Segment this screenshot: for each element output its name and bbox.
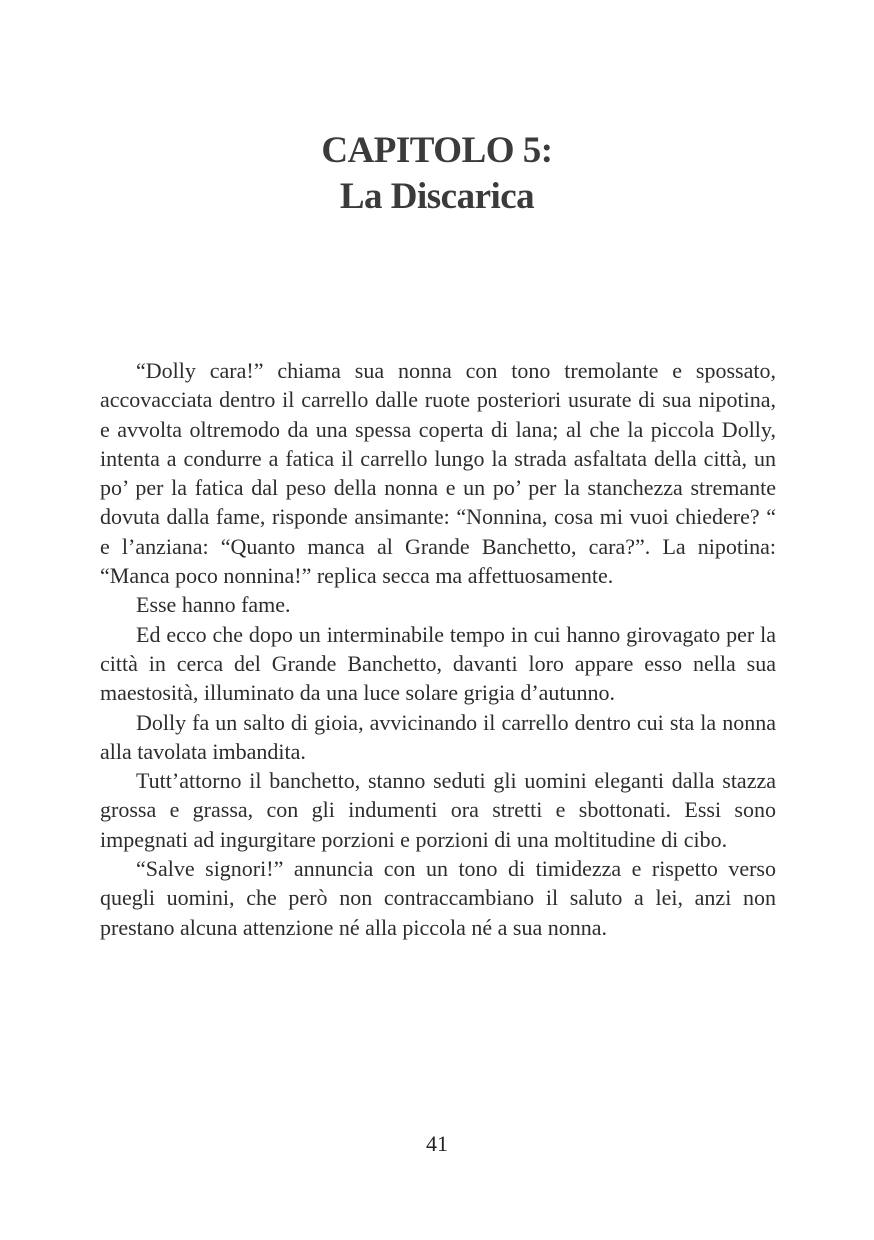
paragraph-2: Esse hanno fame. — [136, 592, 291, 618]
paragraph-5: Tutt’attorno il banchetto, stanno seduti gli uomini eleganti dalla stazza grossa e grassa, con gli indumenti ora stretti e sbottonati. Essi sono impegnati ad ingurgitare porzioni e porzioni di una moltitudine di cibo. — [100, 768, 776, 852]
chapter-body — [100, 356, 776, 942]
chapter-title-line-2: La Discarica — [339, 176, 535, 217]
chapter-title-line-1: CAPITOLO 5: — [321, 130, 553, 171]
paragraph-6: “Salve signori!” annuncia con un tono di timidezza e rispetto verso quegli uomini, che però non contraccambiano il saluto a lei, anzi non prestano alcuna attenzione né alla piccola né a sua nonna. — [100, 856, 776, 940]
paragraph-4: Dolly fa un salto di gioia, avvicinando il carrello dentro cui sta la nonna alla tavolata imbandita. — [100, 709, 776, 764]
paragraph-3: Ed ecco che dopo un interminabile tempo in cui hanno girovagato per la città in cerca del Grande Banchetto, davanti loro appare esso nella sua maestosità, illuminato da una luce solare grigia d’autunno. — [100, 621, 776, 706]
paragraph-1: “Dolly cara!” chiama sua nonna con tono tremolante e spossato, accovacciata dentro il carrello dalle ruote posteriori usurate di sua nipotina, e avvolta oltremodo da una spessa coperta di lana; al che la piccola Dolly, intenta a condurre a fatica il carrello lungo la strada asfaltata della città, un po’ per la fatica dal peso della nonna e un po’ per la stanchezza stremante dovuta dalla fame, risponde ansimante: “Nonnina, cosa mi vuoi chiedere? “ e l’anziana: “Quanto manca al Grande Banchetto, cara?”. La nipotina: “Manca poco nonnina!” replica secca ma affettuosamente. — [100, 358, 776, 589]
page-number: 41 — [426, 1131, 448, 1156]
chapter-title — [0, 128, 874, 220]
